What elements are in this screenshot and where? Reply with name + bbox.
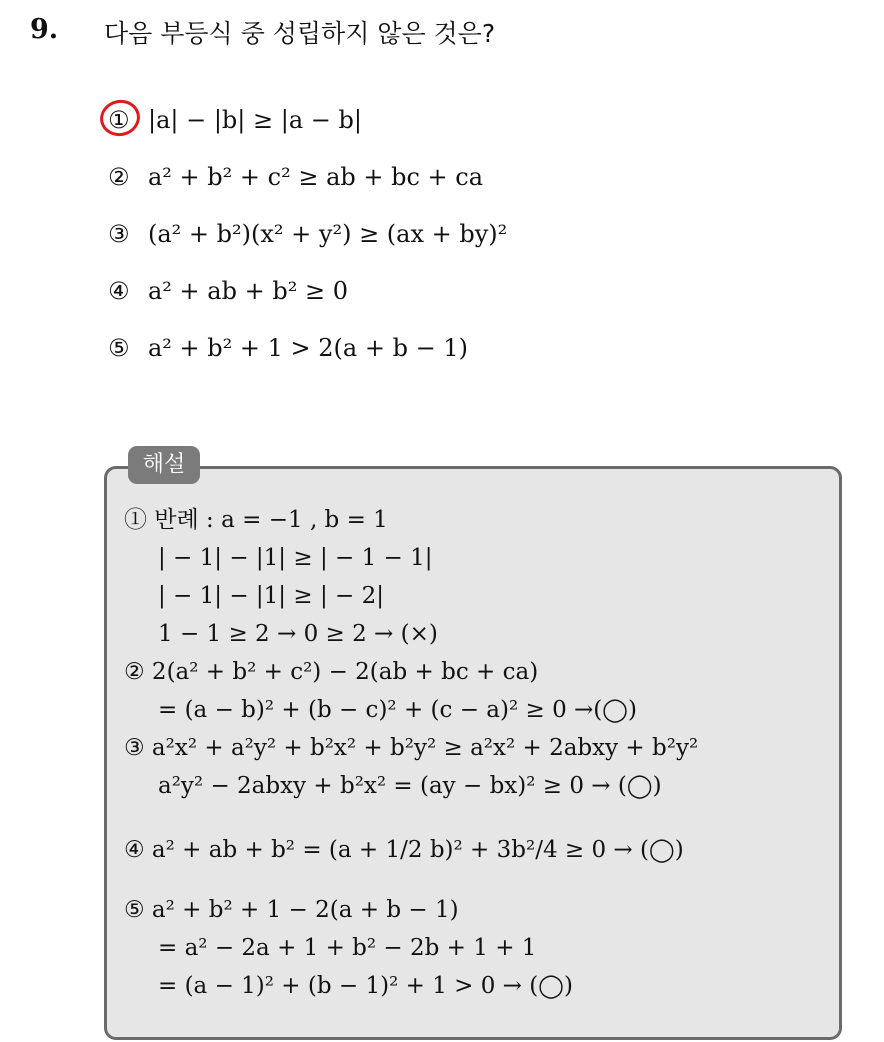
choice-number: ① <box>108 106 130 134</box>
solution-line: | − 1| − |1| ≥ | − 1 − 1| <box>158 545 433 571</box>
solution-line: ④ a² + ab + b² = (a + 1/2 b)² + 3b²/4 ≥ 0 → (◯) <box>124 837 684 863</box>
solution-line: ⑤ a² + b² + 1 − 2(a + b − 1) <box>124 897 459 923</box>
question-number: 9. <box>30 14 59 45</box>
solution-line: 1 − 1 ≥ 2 → 0 ≥ 2 → (×) <box>158 621 438 647</box>
solution-tag: 해설 <box>128 446 200 484</box>
choice-number: ③ <box>108 220 130 248</box>
solution-line: ③ a²x² + a²y² + b²x² + b²y² ≥ a²x² + 2abxy + b²y² <box>124 735 699 761</box>
solution-line: ② 2(a² + b² + c²) − 2(ab + bc + ca) <box>124 659 539 685</box>
solution-line: = (a − 1)² + (b − 1)² + 1 > 0 → (◯) <box>158 973 573 999</box>
choice-expression: (a² + b²)(x² + y²) ≥ (ax + by)² <box>148 220 508 248</box>
solution-line: a²y² − 2abxy + b²x² = (ay − bx)² ≥ 0 → (◯) <box>158 773 662 799</box>
choice-2[interactable] <box>108 159 483 195</box>
solution-line: ① 반례 : a = −1 , b = 1 <box>124 507 388 533</box>
choice-expression: |a| − |b| ≥ |a − b| <box>148 106 362 134</box>
choice-number: ④ <box>108 277 130 305</box>
choice-5[interactable] <box>108 330 468 366</box>
choice-number: ② <box>108 163 130 191</box>
choice-expression: a² + b² + c² ≥ ab + bc + ca <box>148 163 484 191</box>
choice-4[interactable] <box>108 273 348 309</box>
solution-line: = a² − 2a + 1 + b² − 2b + 1 + 1 <box>158 935 537 961</box>
solution-line: = (a − b)² + (b − c)² + (c − a)² ≥ 0 →(◯) <box>158 697 637 723</box>
choice-1[interactable] <box>108 102 362 138</box>
choice-3[interactable] <box>108 216 507 252</box>
question-text: 다음 부등식 중 성립하지 않은 것은? <box>104 19 496 48</box>
choice-expression: a² + ab + b² ≥ 0 <box>148 277 348 305</box>
choice-expression: a² + b² + 1 > 2(a + b − 1) <box>148 334 468 362</box>
choice-number: ⑤ <box>108 334 130 362</box>
solution-line: | − 1| − |1| ≥ | − 2| <box>158 583 384 609</box>
